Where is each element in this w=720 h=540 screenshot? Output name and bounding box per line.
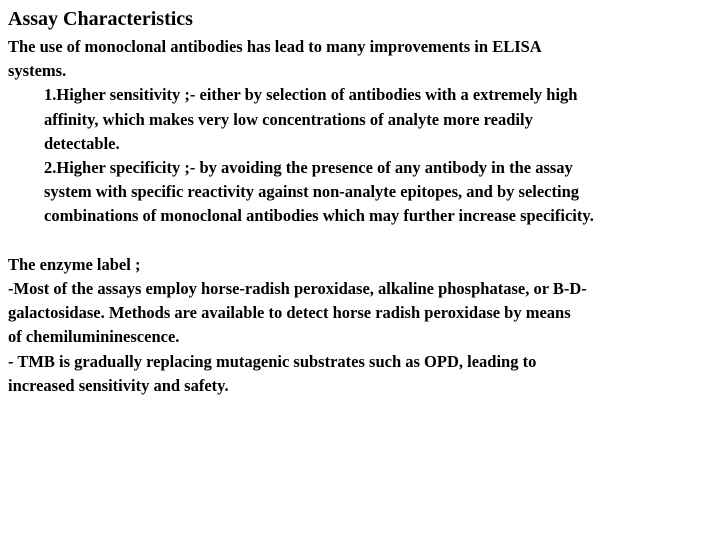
- section-monoclonal: [8, 35, 716, 229]
- list-item-sensitivity: [8, 83, 716, 156]
- text-line: The use of monoclonal antibodies has lead to many improvements in ELISA: [8, 37, 542, 56]
- text-line: galactosidase. Methods are available to detect horse radish peroxidase by means: [8, 303, 571, 323]
- paragraph-gap: [8, 229, 716, 253]
- text-line: systems.: [8, 61, 67, 81]
- slide-title: Assay Characteristics: [8, 8, 193, 30]
- text-line: of chemilumininescence.: [8, 327, 180, 347]
- text-line: 1.Higher sensitivity ;- either by selection of antibodies with a extremely high: [44, 85, 578, 105]
- text-line: system with specific reactivity against non-analyte epitopes, and by selecting: [44, 182, 580, 202]
- text-line: combinations of monoclonal antibodies which may further increase specificity.: [44, 206, 594, 226]
- text-line: affinity, which makes very low concentrations of analyte more readily: [44, 109, 533, 129]
- text-line: detectable.: [44, 133, 120, 153]
- text-line: increased sensitivity and safety.: [8, 375, 229, 395]
- list-item-specificity: [8, 156, 716, 229]
- section-enzyme-label: [8, 253, 716, 398]
- text-line: The enzyme label ;: [8, 254, 141, 274]
- slide-body: [8, 35, 716, 398]
- text-line: -Most of the assays employ horse-radish peroxidase, alkaline phosphatase, or B-D-: [8, 279, 587, 299]
- text-line: - TMB is gradually replacing mutagenic substrates such as OPD, leading to: [8, 351, 537, 371]
- text-line: 2.Higher specificity ;- by avoiding the presence of any antibody in the assay: [44, 158, 573, 178]
